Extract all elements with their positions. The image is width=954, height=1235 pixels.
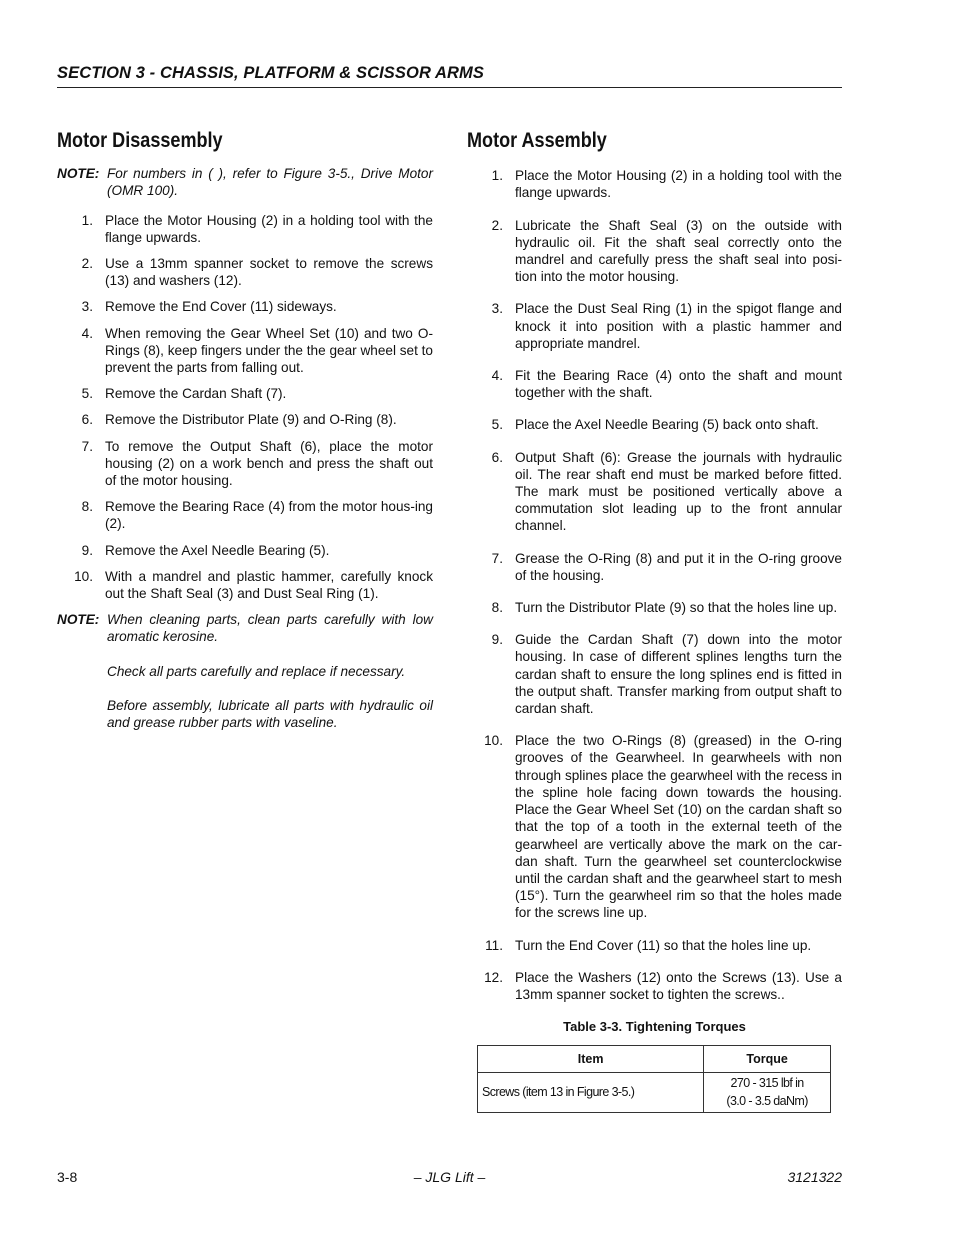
list-item bbox=[467, 367, 842, 401]
list-item bbox=[467, 217, 842, 286]
step-text: Place the Dust Seal Ring (1) in the spigot flange and knock it into position with a plastic hammer and appropriate mandrel. bbox=[515, 301, 842, 351]
step-number: 5. bbox=[491, 417, 503, 433]
list-item bbox=[57, 385, 433, 402]
step-text: Turn the End Cover (11) so that the holes line up. bbox=[515, 937, 812, 953]
step-number: 9. bbox=[81, 542, 93, 558]
note-paragraph: Check all parts carefully and replace if necessary. bbox=[107, 663, 406, 679]
step-text: Use a 13mm spanner socket to remove the screws (13) and washers (12). bbox=[105, 256, 433, 289]
list-item bbox=[57, 568, 433, 602]
step-text: Place the two O-Rings (8) (greased) in the O-ring grooves of the Gearwheel. In gearwheels with non through splines place the gearwheel with the recess in the spline hole facing down towards the housing. Place the Gear Wheel Set (10) on the cardan shaft so that the top of a tooth in the external teeth of the gearwheel are vertically above the mark on the car-dan shaft. Turn the gearwheel set counterclockwise until the cardan shaft and the gearwheel start to mesh (15°). Turn the gearwheel rim so that the holes made for the screws line up. bbox=[515, 733, 842, 921]
step-text: Place the Axel Needle Bearing (5) back onto shaft. bbox=[515, 417, 819, 433]
document-number: 3121322 bbox=[787, 1169, 842, 1185]
step-text: Lubricate the Shaft Seal (3) on the outside with hydraulic oil. Fit the shaft seal correctly onto the mandrel and carefully press the shaft seal into posi-tion into the motor housing. bbox=[515, 217, 842, 285]
step-number: 2. bbox=[81, 256, 93, 272]
list-item bbox=[57, 438, 433, 490]
step-number: 4. bbox=[81, 325, 93, 341]
list-item bbox=[57, 212, 433, 246]
list-item bbox=[57, 498, 433, 532]
table-cell-torque bbox=[704, 1073, 831, 1112]
step-text: Place the Motor Housing (2) in a holding tool with the flange upwards. bbox=[105, 212, 433, 245]
note-label: NOTE: bbox=[57, 166, 100, 182]
step-text: To remove the Output Shaft (6), place the motor housing (2) on a work bench and press the shaft out of the motor housing. bbox=[105, 438, 433, 489]
note-body bbox=[107, 611, 433, 731]
step-text: Output Shaft (6): Grease the journals with hydraulic oil. The rear shaft end must be marked before fitted. The mark must be positioned vertically above a commutation slot leading up to the front annular channel. bbox=[515, 449, 842, 534]
note-text: For numbers in ( ), refer to Figure 3-5., Drive Motor (OMR 100). bbox=[107, 166, 433, 199]
list-item bbox=[57, 542, 433, 559]
disassembly-steps bbox=[57, 212, 433, 603]
table-header-row bbox=[478, 1046, 831, 1073]
step-number: 9. bbox=[491, 632, 503, 648]
step-number: 11. bbox=[485, 937, 503, 953]
list-item bbox=[467, 550, 842, 584]
step-text: When removing the Gear Wheel Set (10) and two O-Rings (8), keep fingers under the the gear wheel set to prevent the parts from falling out. bbox=[105, 325, 433, 376]
list-item bbox=[57, 298, 433, 315]
torque-table bbox=[477, 1045, 831, 1112]
step-number: 1. bbox=[81, 212, 93, 228]
step-number: 4. bbox=[491, 368, 503, 384]
assembly-steps bbox=[467, 167, 842, 1003]
list-item bbox=[467, 300, 842, 352]
table-caption: Table 3-3. Tightening Torques bbox=[563, 1019, 746, 1035]
step-number: 6. bbox=[81, 412, 93, 428]
step-text: Remove the Bearing Race (4) from the motor hous-ing (2). bbox=[105, 499, 433, 532]
disassembly-heading: Motor Disassembly bbox=[57, 129, 223, 152]
table-row bbox=[478, 1073, 831, 1112]
step-number: 6. bbox=[491, 449, 503, 465]
list-item bbox=[57, 255, 433, 289]
assembly-heading: Motor Assembly bbox=[467, 129, 607, 152]
step-text: Place the Washers (12) onto the Screws (13). Use a 13mm spanner socket to tighten the screws.. bbox=[515, 969, 842, 1002]
list-item bbox=[467, 599, 842, 616]
step-text: Grease the O-Ring (8) and put it in the O-ring groove of the housing. bbox=[515, 550, 842, 583]
disassembly-column bbox=[57, 129, 433, 743]
table-header-torque: Torque bbox=[704, 1046, 831, 1073]
list-item bbox=[57, 411, 433, 428]
list-item bbox=[57, 325, 433, 377]
note-label: NOTE: bbox=[57, 612, 100, 628]
step-text: With a mandrel and plastic hammer, carefully knock out the Shaft Seal (3) and Dust Seal Ring (1). bbox=[105, 568, 433, 602]
list-item bbox=[467, 449, 842, 535]
assembly-column bbox=[467, 129, 842, 1113]
cleaning-note bbox=[57, 611, 433, 731]
list-item bbox=[467, 167, 842, 201]
step-text: Remove the Distributor Plate (9) and O-Ring (8). bbox=[105, 412, 397, 428]
torque-value-metric: (3.0 - 3.5 daNm) bbox=[726, 1093, 808, 1108]
step-text: Turn the Distributor Plate (9) so that the holes line up. bbox=[515, 600, 838, 616]
step-text: Remove the Cardan Shaft (7). bbox=[105, 386, 287, 402]
table-cell-item: Screws (item 13 in Figure 3-5.) bbox=[478, 1073, 704, 1112]
step-number: 3. bbox=[491, 301, 503, 317]
step-text: Fit the Bearing Race (4) onto the shaft and mount together with the shaft. bbox=[515, 368, 842, 401]
section-title: SECTION 3 - CHASSIS, PLATFORM & SCISSOR ARMS bbox=[57, 64, 485, 82]
step-number: 8. bbox=[491, 600, 503, 616]
list-item bbox=[467, 631, 842, 717]
list-item bbox=[467, 732, 842, 921]
step-number: 5. bbox=[81, 386, 93, 402]
list-item bbox=[467, 937, 842, 954]
page-number: 3-8 bbox=[57, 1169, 78, 1185]
note-paragraph: Before assembly, lubricate all parts with hydraulic oil and grease rubber parts with vaseline. bbox=[107, 697, 433, 731]
step-number: 3. bbox=[81, 299, 93, 315]
disassembly-note bbox=[57, 165, 433, 199]
note-paragraph: When cleaning parts, clean parts carefully with low aromatic kerosine. bbox=[107, 612, 433, 645]
table-header-item: Item bbox=[478, 1046, 704, 1073]
step-number: 12. bbox=[484, 969, 503, 985]
step-text: Remove the End Cover (11) sideways. bbox=[105, 299, 337, 315]
step-text: Remove the Axel Needle Bearing (5). bbox=[105, 542, 330, 558]
step-number: 7. bbox=[491, 550, 503, 566]
step-text: Guide the Cardan Shaft (7) down into the motor housing. In case of different splines lengths turn the cardan shaft to ensure the long splines end is fitted in the output shaft. Transfer marking from output shaft to cardan shaft. bbox=[515, 632, 842, 717]
step-number: 2. bbox=[491, 217, 503, 233]
torque-value-imperial: 270 - 315 lbf in bbox=[730, 1076, 804, 1091]
step-text: Place the Motor Housing (2) in a holding tool with the flange upwards. bbox=[515, 168, 842, 201]
list-item bbox=[467, 416, 842, 433]
step-number: 10. bbox=[74, 568, 93, 584]
list-item bbox=[467, 969, 842, 1003]
step-number: 1. bbox=[491, 168, 503, 184]
step-number: 10. bbox=[484, 733, 503, 749]
footer-brand: – JLG Lift – bbox=[413, 1169, 486, 1185]
step-number: 7. bbox=[81, 438, 93, 454]
step-number: 8. bbox=[81, 499, 93, 515]
section-header bbox=[57, 64, 842, 88]
